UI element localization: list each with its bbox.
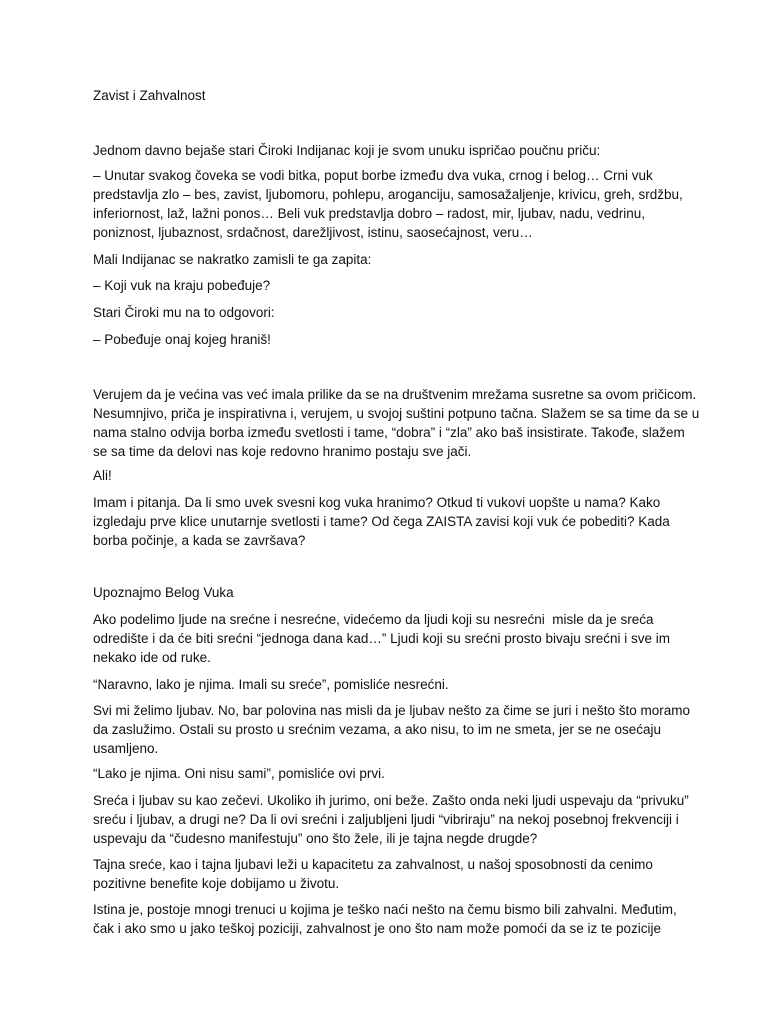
paragraph-line: Mali Indijanac se nakratko zamisli te ga zapita:	[93, 252, 372, 267]
but-paragraph	[93, 466, 693, 485]
gratitude-secret-paragraph	[93, 855, 693, 893]
paragraph-line: nama stalno odvija borba između svetlosti i tame, “dobra” i “zla” ako baš insistirate. Takođe, slažem	[93, 425, 685, 440]
paragraph-line: – Unutar svakog čoveka se vodi bitka, poput borbe između dva vuka, crnog i belog… Crni vuk	[93, 168, 653, 183]
paragraph-line: čak i ako smo u jako teškoj poziciji, zahvalnost je ono što nam može pomoći da se iz te pozicije	[93, 921, 662, 936]
paragraph-line: predstavlja zlo – bes, zavist, ljubomoru, pohlepu, aroganciju, samosažaljenje, krivicu, greh, srdžbu,	[93, 187, 683, 202]
truth-paragraph	[93, 900, 693, 938]
paragraph-line: odredište i da će biti srećni “jednoga dana kad…” Ljudi koji su srećni prosto bivaju srećni i sve im	[93, 631, 671, 646]
document-title: Zavist i Zahvalnost	[93, 88, 206, 103]
question-paragraph	[93, 276, 693, 295]
wolf-story-paragraph	[93, 166, 693, 242]
paragraph-line: Sreća i ljubav su kao zečevi. Ukoliko ih jurimo, oni beže. Zašto onda neki ljudi uspevaju da “privuku”	[93, 793, 689, 808]
paragraph-line: Ako podelimo ljude na srećne i nesrećne, videćemo da ljudi koji su nesrećni misle da je sreća	[93, 612, 654, 627]
answer-intro-paragraph	[93, 303, 693, 322]
paragraph-line: se sa time da delovi nas koje redovno hranimo postaju sve jači.	[93, 444, 472, 459]
paragraph-line: Verujem da je većina vas već imala prilike da se na društvenim mrežama susretne sa ovom pričicom.	[93, 387, 697, 402]
paragraph-line: da zaslužimo. Ostali su prosto u srećnim vezama, a ako nisu, to im ne smeta, jer se ne osećaju	[93, 722, 662, 737]
paragraph-line: poniznost, ljubaznost, srdačnost, darežljivost, istinu, saosećajnost, veru…	[93, 225, 533, 240]
paragraph-line: – Koji vuk na kraju pobeđuje?	[93, 278, 271, 293]
questions-paragraph	[93, 493, 693, 550]
paragraph-line: “Naravno, lako je njima. Imali su sreće”, pomisliće nesrećni.	[93, 677, 449, 692]
love-paragraph	[93, 701, 693, 758]
paragraph-line: izgledaju prve klice unutarnje svetlosti i tame? Od čega ZAISTA zavisi koji vuk će pobediti? Kada	[93, 514, 670, 529]
question-intro-paragraph	[93, 250, 693, 269]
section-heading	[93, 583, 693, 602]
paragraph-line: sreću i ljubav, a drugi ne? Da li ovi srećni i zaljubljeni ljudi “vibriraju” na nekoj posebnoj frekvenciji i	[93, 812, 679, 827]
section-heading-text: Upoznajmo Belog Vuka	[93, 585, 234, 600]
answer-paragraph	[93, 330, 693, 349]
paragraph-line: “Lako je njima. Oni nisu sami”, pomisliće ovi prvi.	[93, 766, 385, 781]
happiness-paragraph	[93, 610, 693, 667]
paragraph-line: – Pobeđuje onaj kojeg hraniš!	[93, 332, 271, 347]
paragraph-line: pozitivne benefite koje dobijamo u životu.	[93, 876, 340, 891]
paragraph-line: usamljeno.	[93, 741, 159, 756]
rabbits-paragraph	[93, 791, 693, 848]
paragraph-line: Imam i pitanja. Da li smo uvek svesni kog vuka hranimo? Otkud ti vukovi uopšte u nama? Kako	[93, 495, 661, 510]
paragraph-line: Nesumnjivo, priča je inspirativna i, verujem, u svojoj suštini potpuno tačna. Slažem se sa time da se u	[93, 406, 700, 421]
paragraph-line: Ali!	[93, 468, 112, 483]
unhappy-quote-paragraph	[93, 675, 693, 694]
paragraph-line: nekako ide od ruke.	[93, 650, 211, 665]
paragraph-line: inferiornost, laž, lažni ponos… Beli vuk predstavlja dobro – radost, mir, ljubav, nadu, vedrinu,	[93, 206, 646, 221]
paragraph-line: uspevaju da “čudesno manifestuju” ono što žele, ili je tajna negde drugde?	[93, 831, 538, 846]
paragraph-line: Stari Čiroki mu na to odgovori:	[93, 305, 275, 320]
intro-paragraph	[93, 141, 693, 160]
paragraph-line: borba počinje, a kada se završava?	[93, 533, 306, 548]
paragraph-line: Jednom davno bejaše stari Čiroki Indijanac koji je svom unuku ispričao poučnu priču:	[93, 143, 601, 158]
paragraph-line: Tajna sreće, kao i tajna ljubavi leži u kapacitetu za zahvalnost, u našoj sposobnosti da cenimo	[93, 857, 653, 872]
reflection-paragraph	[93, 385, 700, 461]
paragraph-line: Svi mi želimo ljubav. No, bar polovina nas misli da je ljubav nešto za čime se juri i nešto što moramo	[93, 703, 690, 718]
paragraph-line: Istina je, postoje mnogi trenuci u kojima je teško naći nešto na čemu bismo bili zahvalni. Međutim,	[93, 902, 677, 917]
lonely-quote-paragraph	[93, 764, 693, 783]
